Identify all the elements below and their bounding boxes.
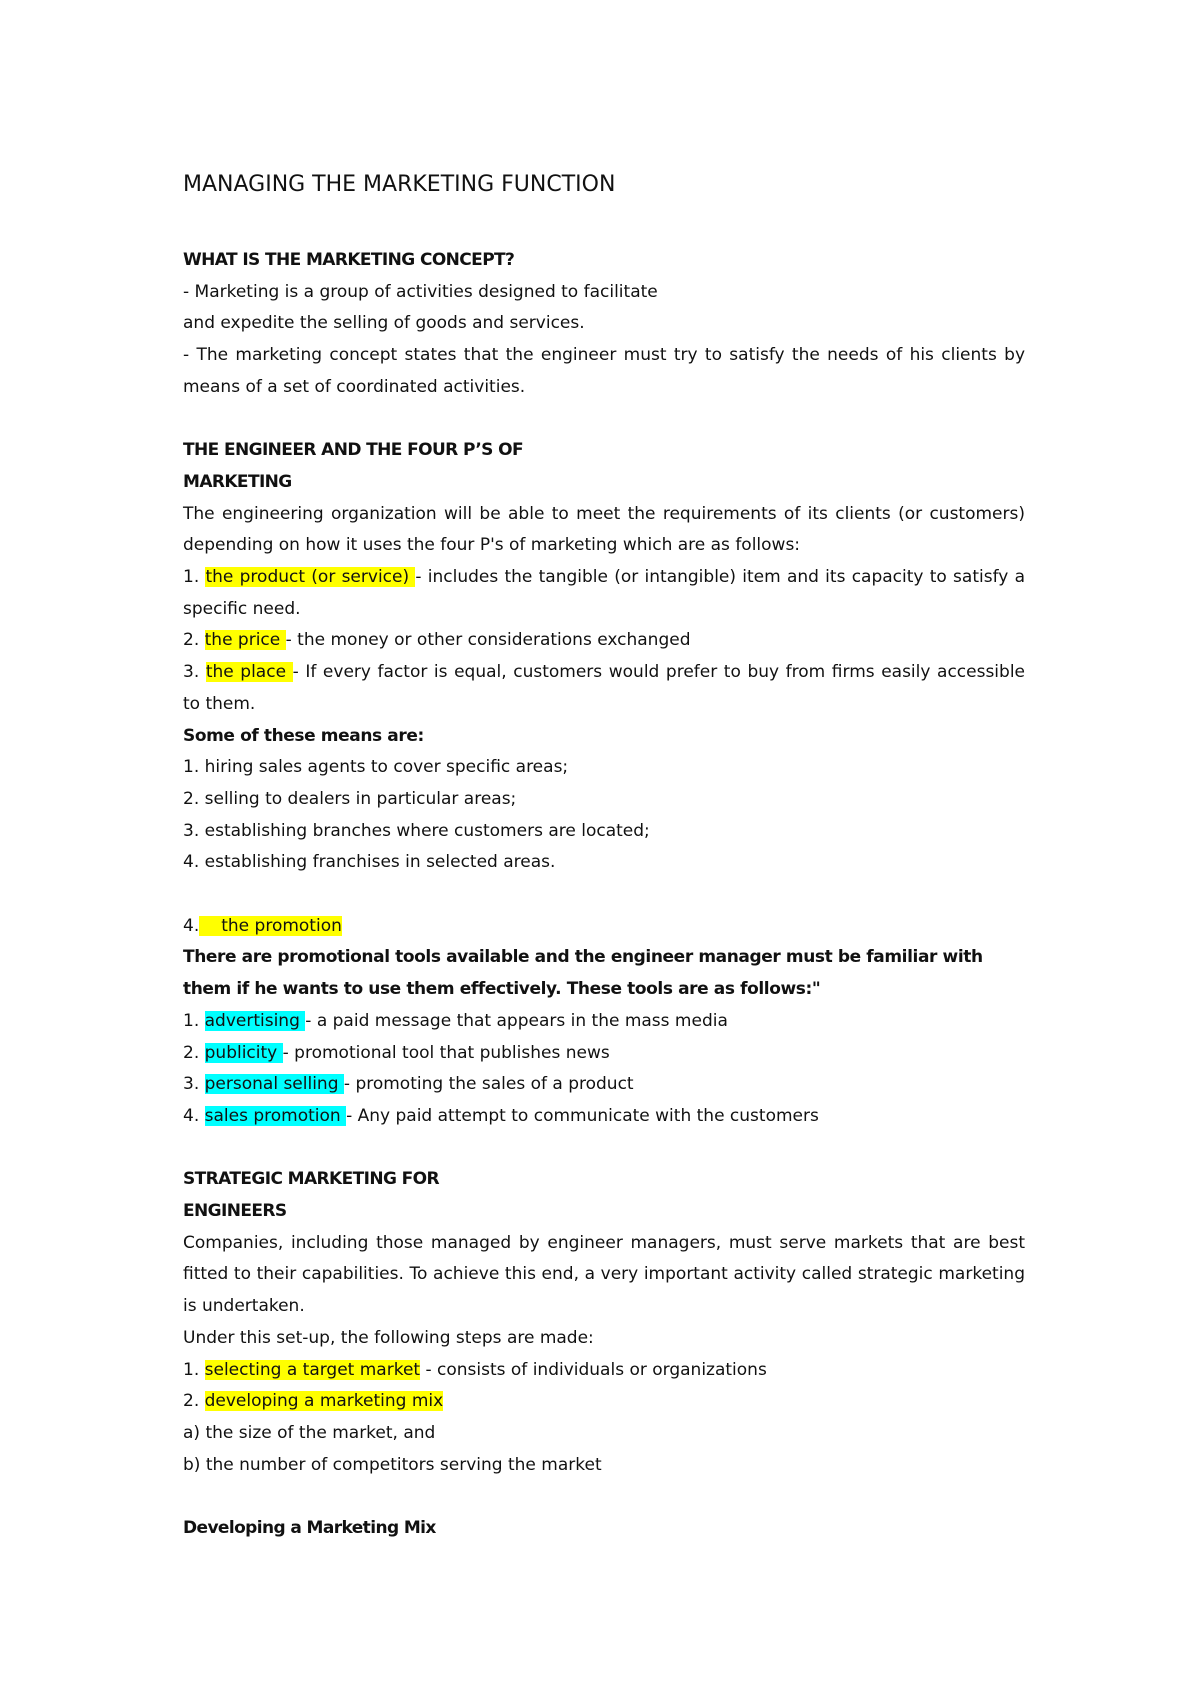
list-item-promotion xyxy=(183,911,1025,943)
paragraph-line: and expedite the selling of goods and services. xyxy=(183,313,585,334)
highlighted-term: the product (or service) xyxy=(205,567,416,588)
means-heading: Some of these means are: xyxy=(183,725,424,746)
list-item-place xyxy=(183,657,1025,720)
list-item-advertising xyxy=(183,1006,1025,1038)
list-item-sales-promotion xyxy=(183,1101,1025,1133)
heading-line: MARKETING xyxy=(183,471,292,492)
section-heading-marketing-concept: WHAT IS THE MARKETING CONCEPT? xyxy=(183,250,515,270)
highlighted-term: the place xyxy=(205,662,293,683)
list-item-marketing-mix xyxy=(183,1386,1025,1418)
highlighted-term: developing a marketing mix xyxy=(204,1391,444,1412)
list-item: 2. selling to dealers in particular areas; xyxy=(183,788,517,809)
highlighted-term: the price xyxy=(204,630,286,651)
list-number: 1. xyxy=(183,1010,205,1031)
section-heading-strategic-marketing xyxy=(183,1164,1025,1227)
list-item-price xyxy=(183,625,1025,657)
highlighted-term: personal selling xyxy=(204,1074,344,1095)
list-item: 4. establishing franchises in selected areas. xyxy=(183,852,556,873)
list-number: 2. xyxy=(183,1042,205,1063)
section-heading-four-ps xyxy=(183,435,1025,498)
highlighted-term xyxy=(199,916,342,936)
list-number: 2. xyxy=(183,630,205,651)
paragraph-line: - Marketing is a group of activities designed to facilitate xyxy=(183,281,658,302)
paragraph-steps-intro: Under this set-up, the following steps are made: xyxy=(183,1327,594,1348)
heading-line: STRATEGIC MARKETING FOR xyxy=(183,1169,439,1190)
list-description: - Any paid attempt to communicate with the customers xyxy=(346,1105,819,1126)
heading-line: ENGINEERS xyxy=(183,1201,287,1222)
paragraph-strategic-marketing: Companies, including those managed by engineer managers, must serve markets that are best fitted to their capabilities. To achieve this end, a very important activity called strategic marketing is undertaken. xyxy=(183,1232,1025,1317)
list-number: 2. xyxy=(183,1391,205,1412)
list-item-product xyxy=(183,562,1025,625)
list-description: - the money or other considerations exchanged xyxy=(285,630,691,651)
list-number: 3. xyxy=(183,662,206,683)
list-number: 4. xyxy=(183,1105,205,1126)
highlighted-term: advertising xyxy=(204,1010,306,1031)
list-number: 3. xyxy=(183,1074,205,1095)
list-item-target-market xyxy=(183,1355,1025,1387)
heading-line: THE ENGINEER AND THE FOUR P’S OF xyxy=(183,440,523,461)
list-item: 3. establishing branches where customers are located; xyxy=(183,820,650,841)
paragraph-four-ps-intro: The engineering organization will be able to meet the requirements of its clients (or customers) depending on how it uses the four P's of marketing which are as follows: xyxy=(183,503,1025,556)
list-item: 1. hiring sales agents to cover specific areas; xyxy=(183,757,569,778)
list-number: 1. xyxy=(183,1359,205,1380)
sub-item-a: a) the size of the market, and xyxy=(183,1422,436,1443)
list-description: - includes the tangible (or intangible) item and its capacity to satisfy a specific need. xyxy=(183,567,1026,619)
document-title: MANAGING THE MARKETING FUNCTION xyxy=(183,172,616,197)
list-description: - a paid message that appears in the mass media xyxy=(305,1010,728,1031)
promotion-intro: There are promotional tools available and the engineer manager must be familiar with them if he wants to use them effectively. These tools are as follows:" xyxy=(183,947,983,1000)
promotion-term: the promotion xyxy=(221,915,342,936)
section-heading-developing-mix: Developing a Marketing Mix xyxy=(183,1518,436,1539)
paragraph-marketing-concept: - The marketing concept states that the engineer must try to satisfy the needs of his clients by means of a set of coordinated activities. xyxy=(183,345,1025,397)
list-number: 4. xyxy=(183,915,200,936)
list-item-personal-selling xyxy=(183,1069,1025,1101)
list-item-publicity xyxy=(183,1038,1025,1070)
spacer xyxy=(183,404,1025,436)
document-page xyxy=(183,170,1025,1545)
highlighted-term: publicity xyxy=(204,1042,283,1063)
list-number: 1. xyxy=(183,567,206,588)
spacer xyxy=(183,879,1025,911)
spacer xyxy=(183,1481,1025,1513)
spacer xyxy=(183,1133,1025,1165)
sub-item-b: b) the number of competitors serving the market xyxy=(183,1454,602,1475)
list-description: - promoting the sales of a product xyxy=(343,1074,634,1095)
list-description: - promotional tool that publishes news xyxy=(282,1042,610,1063)
highlighted-term: sales promotion xyxy=(204,1105,347,1126)
list-description: - consists of individuals or organizations xyxy=(420,1359,767,1380)
highlighted-term: selecting a target market xyxy=(204,1359,421,1380)
list-description: - If every factor is equal, customers would prefer to buy from firms easily accessible to them. xyxy=(183,662,1026,714)
